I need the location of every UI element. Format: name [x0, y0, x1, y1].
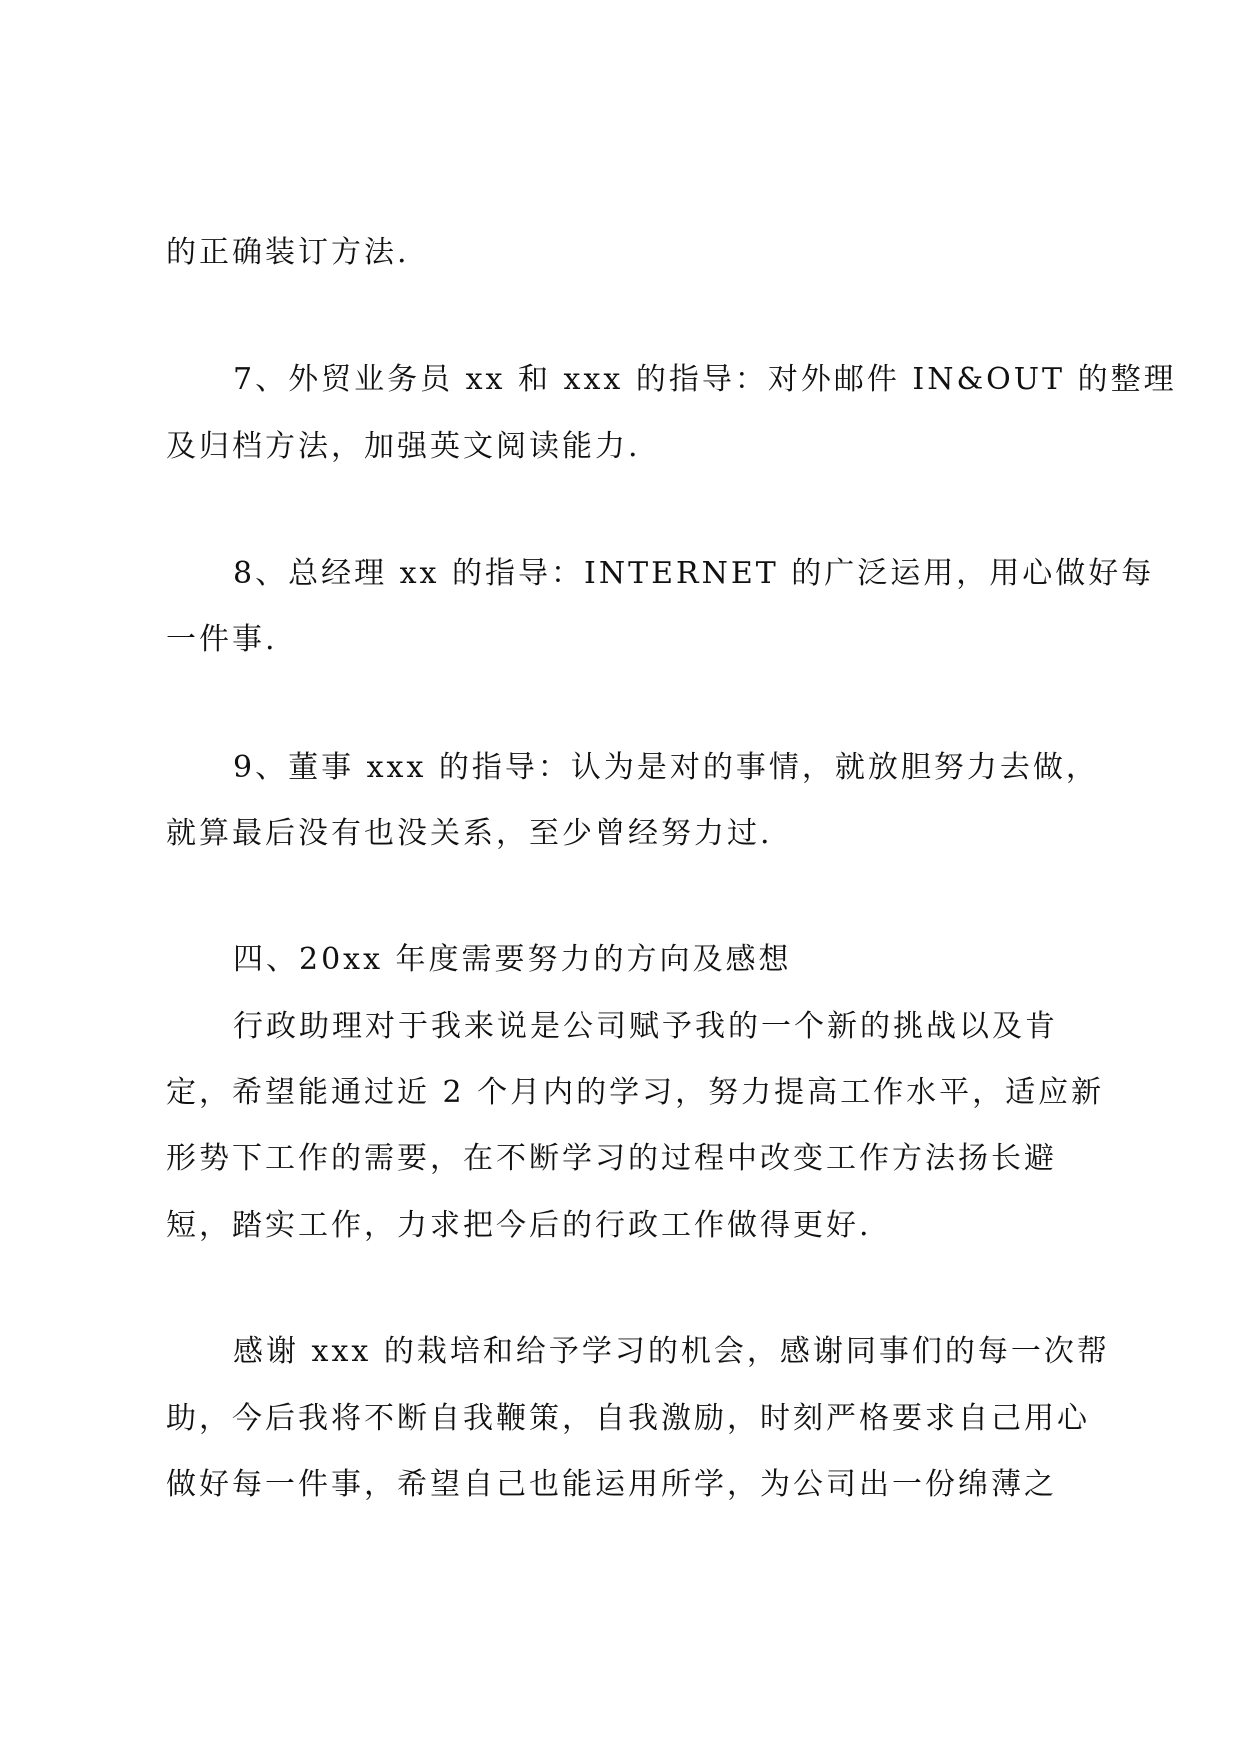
- text-line: 一件事.: [166, 622, 278, 657]
- text-line: 形势下工作的需要，在不断学习的过程中改变工作方法扬长避: [166, 1141, 1057, 1176]
- text-line: 助，今后我将不断自我鞭策，自我激励，时刻严格要求自己用心: [166, 1401, 1090, 1436]
- text-line: 定，希望能通过近 2 个月内的学习，努力提高工作水平，适应新: [166, 1075, 1105, 1110]
- text-line: 就算最后没有也没关系，至少曾经努力过.: [166, 816, 773, 851]
- text-line: 9、董事 xxx 的指导：认为是对的事情，就放胆努力去做，: [233, 750, 1099, 785]
- text-line: 的正确装订方法.: [166, 235, 410, 270]
- section-heading: 四、20xx 年度需要努力的方向及感想: [233, 942, 792, 977]
- text-line: 及归档方法，加强英文阅读能力.: [166, 429, 641, 464]
- text-line: 行政助理对于我来说是公司赋予我的一个新的挑战以及肯: [233, 1009, 1058, 1044]
- text-line: 8、总经理 xx 的指导：INTERNET 的广泛运用，用心做好每: [233, 556, 1155, 591]
- text-line: 感谢 xxx 的栽培和给予学习的机会，感谢同事们的每一次帮: [233, 1334, 1110, 1369]
- text-line: 做好每一件事，希望自己也能运用所学，为公司出一份绵薄之: [166, 1467, 1057, 1502]
- text-line: 短，踏实工作，力求把今后的行政工作做得更好.: [166, 1208, 872, 1243]
- text-line: 7、外贸业务员 xx 和 xxx 的指导：对外邮件 IN&OUT 的整理: [233, 362, 1177, 397]
